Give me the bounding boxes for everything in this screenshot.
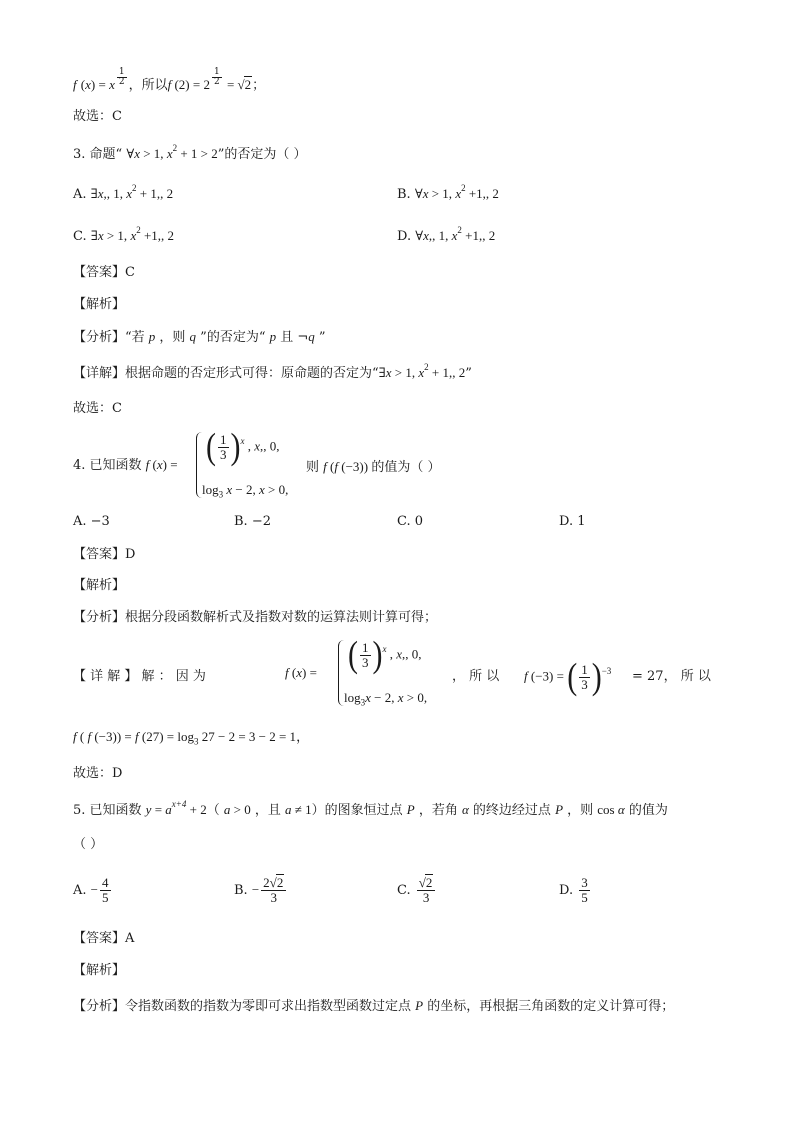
q4-choose: 故选：D xyxy=(73,766,123,781)
q4-piece-1: ( $\frac{1}{3}$ )$^x$ , x,, 0, xyxy=(206,425,280,467)
q3-answer: 【答案】C xyxy=(73,265,135,280)
q4-option-d[interactable]: D. 1 xyxy=(559,514,586,529)
q4-xiangjie-c: = 27， 所 以 xyxy=(632,669,711,684)
q4-option-c[interactable]: C. 0 xyxy=(397,514,424,529)
q3-option-b[interactable]: B. ∀x > 1, $x^2 +1$,, 2 xyxy=(397,183,499,202)
q4-xiangjie-a: 【 详 解 】 解 ： 因 为 xyxy=(73,669,206,684)
q4-line2: f ( f (−3)) = f $(27) = \log_3 27 - 2 = 3 - 2 = 1$， xyxy=(73,729,310,747)
q5-line2: （ ） xyxy=(73,837,104,852)
q3-xiangjie: 【详解】根据命题的否定形式可得：原命题的否定为“∃x > 1, $x^2 + 1$,, 2” xyxy=(73,362,472,381)
q3-choose: 故选：C xyxy=(73,401,122,416)
q5-line1: 5. 已知函数 $y = a^{x+4} + 2$（ a > 0 ，且 a ≠ 1）的图象恒过点 P ，若角 α 的终边经过点 P ，则 cos α 的值为 xyxy=(73,799,668,818)
q4-answer: 【答案】D xyxy=(73,547,136,562)
q5-option-d[interactable]: D. $\frac{3}{5}$ xyxy=(559,875,588,905)
q4-option-a[interactable]: A. −3 xyxy=(73,514,110,529)
q5-analysis: 【解析】 xyxy=(73,963,126,978)
q3-option-c[interactable]: C. ∃x > 1, $x^2 +1$,, 2 xyxy=(73,225,175,244)
q4-analysis: 【解析】 xyxy=(73,578,126,593)
q3-fenxi: 【分析】“若 p ，则 q ”的否定为“ p 且 ¬q ” xyxy=(73,329,326,345)
q4-option-b[interactable]: B. −2 xyxy=(234,514,271,529)
q5-option-a[interactable]: A. − $\frac{4}{5}$ xyxy=(73,875,109,905)
q3-option-a[interactable]: A. ∃x,, 1, $x^2 + 1$,, 2 xyxy=(73,183,174,202)
choose-1: 故选：C xyxy=(73,109,122,124)
q5-answer: 【答案】A xyxy=(73,931,135,946)
question-3: 3. 命题“ ∀x > 1, $x^2 + 1 > 2$”的否定为（ ） xyxy=(73,143,307,162)
q3-option-d[interactable]: D. ∀x,, 1, $x^2 +1$,, 2 xyxy=(397,225,496,244)
q4-xiangjie-eval: f (−3) = ( $\frac{1}{3}$ )$^{-3}$ xyxy=(524,655,612,697)
q4-xiangjie-b: ， 所 以 xyxy=(452,669,500,684)
q5-fenxi: 【分析】令指数函数的指数为零即可求出指数型函数过定点 P 的坐标，再根据三角函数的定义计算可得； xyxy=(73,998,675,1014)
q4-xiangjie-piece-1: ( $\frac{1}{3}$ )$^x$ , x,, 0, xyxy=(348,633,422,675)
q4-prefix: 4. 已知函数 f (x) = xyxy=(73,457,178,473)
q4-xiangjie-piece-2: $\log_3x - 2$, x > 0, xyxy=(344,690,428,708)
formula-line-1: f (x) = x $\frac{1}{2}$ ，所以f (2) = 2 $\frac{1}{2}$ = √2； xyxy=(73,67,266,93)
q4-xiangjie-fx: f (x) = xyxy=(285,665,317,680)
q4-piece-2: $\log_3 x - 2$, x > 0, xyxy=(202,482,289,500)
q5-option-c[interactable]: C. $\frac{√2}{3}$ xyxy=(397,876,437,905)
q3-analysis: 【解析】 xyxy=(73,297,126,312)
q4-fenxi: 【分析】根据分段函数解析式及指数对数的运算法则计算可得； xyxy=(73,610,438,625)
q4-suffix: 则 f (f (−3)) 的值为（ ） xyxy=(306,459,441,475)
q5-option-b[interactable]: B. − $\frac{2√2}{3}$ xyxy=(234,876,288,905)
